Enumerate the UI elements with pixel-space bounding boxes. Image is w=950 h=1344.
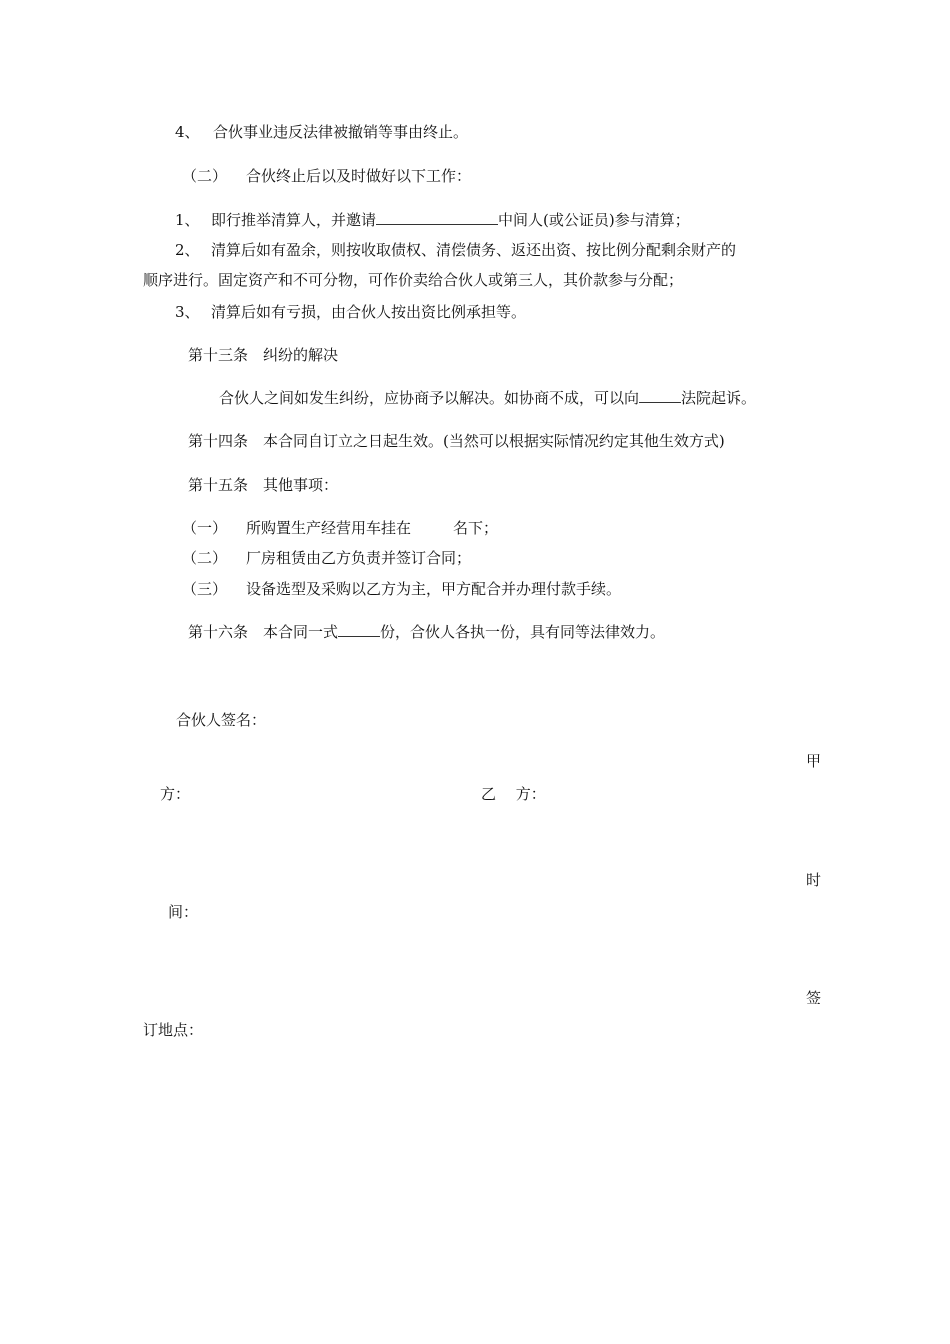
item-text: 合伙事业违反法律被撤销等事由终止。: [213, 123, 469, 141]
section-text: 合伙终止后以及时做好以下工作：: [246, 167, 472, 185]
item-number: （三）: [182, 580, 228, 598]
item-number: 2、: [175, 241, 200, 259]
item-number: 4、: [175, 123, 200, 141]
work-item-3: [175, 302, 526, 322]
item-number: （二）: [182, 549, 228, 567]
item-text-b: 名下；: [453, 519, 499, 537]
section-number: （二）: [182, 167, 228, 185]
article-body-a: 合伙人之间如发生纠纷，应协商予以解决。如协商不成，可以向: [219, 389, 640, 407]
party-a-label-text: 方：: [160, 785, 191, 803]
work-item-1: [175, 210, 690, 230]
article-title: 第十五条 其他事项：: [188, 476, 339, 494]
work-item-2-continued: [143, 270, 683, 290]
time-label-text: 间：: [168, 903, 199, 921]
time-char-text: 时: [806, 871, 822, 889]
article-15-title: [188, 475, 338, 495]
time-char: [806, 870, 821, 890]
item-text-b: 中间人(或公证员)参与清算；: [498, 211, 690, 229]
place-label-text: 订地点：: [143, 1021, 204, 1039]
signature-heading: [176, 710, 266, 730]
time-label: [168, 902, 198, 922]
party-a-char: [806, 751, 821, 771]
article-15-item-2: [182, 548, 471, 568]
item-number: （一）: [182, 519, 228, 537]
item-text: 厂房租赁由乙方负责并签订合同；: [246, 549, 472, 567]
item-number: 3、: [175, 303, 200, 321]
article-title: 第十三条 纠纷的解决: [188, 346, 339, 364]
item-number: 1、: [175, 211, 200, 229]
item-text: 清算后如有亏损，由合伙人按出资比例承担等。: [211, 303, 527, 321]
article-text-a: 第十六条 本合同一式: [188, 623, 339, 641]
item-text-b: 顺序进行。固定资产和不可分物，可作价卖给合伙人或第三人，其价款参与分配；: [143, 271, 684, 289]
item-text-a: 清算后如有盈余，则按收取债权、清偿债务、返还出资、按比例分配剩余财产的: [211, 241, 737, 259]
copies-blank[interactable]: [338, 622, 380, 637]
termination-section-2: [182, 166, 471, 186]
party-b-label-text: 乙 方：: [481, 785, 546, 803]
signature-heading-text: 合伙人签名：: [176, 711, 267, 729]
party-a-char-text: 甲: [806, 752, 822, 770]
article-13-body: [219, 388, 756, 408]
article-14: [188, 431, 725, 451]
item-text-a: 即行推举清算人，并邀请: [211, 211, 377, 229]
item-text-a: 所购置生产经营用车挂在: [246, 519, 412, 537]
article-text-b: 份，合伙人各执一份，具有同等法律效力。: [380, 623, 666, 641]
party-b-label: [481, 784, 546, 804]
item-text: 设备选型及采购以乙方为主，甲方配合并办理付款手续。: [246, 580, 622, 598]
work-item-2: [175, 240, 736, 260]
place-char: [806, 988, 821, 1008]
article-15-item-1: [182, 518, 498, 538]
party-a-label: [160, 784, 190, 804]
article-13-title: [188, 345, 338, 365]
court-blank[interactable]: [639, 388, 681, 403]
article-text: 第十四条 本合同自订立之日起生效。(当然可以根据实际情况约定其他生效方式): [188, 432, 725, 450]
article-body-b: 法院起诉。: [681, 389, 757, 407]
place-label: [143, 1020, 203, 1040]
article-16: [188, 622, 665, 642]
article-15-item-3: [182, 579, 621, 599]
place-char-text: 签: [806, 989, 822, 1007]
fill-in-blank[interactable]: [376, 210, 498, 225]
termination-item-4: [175, 122, 468, 142]
